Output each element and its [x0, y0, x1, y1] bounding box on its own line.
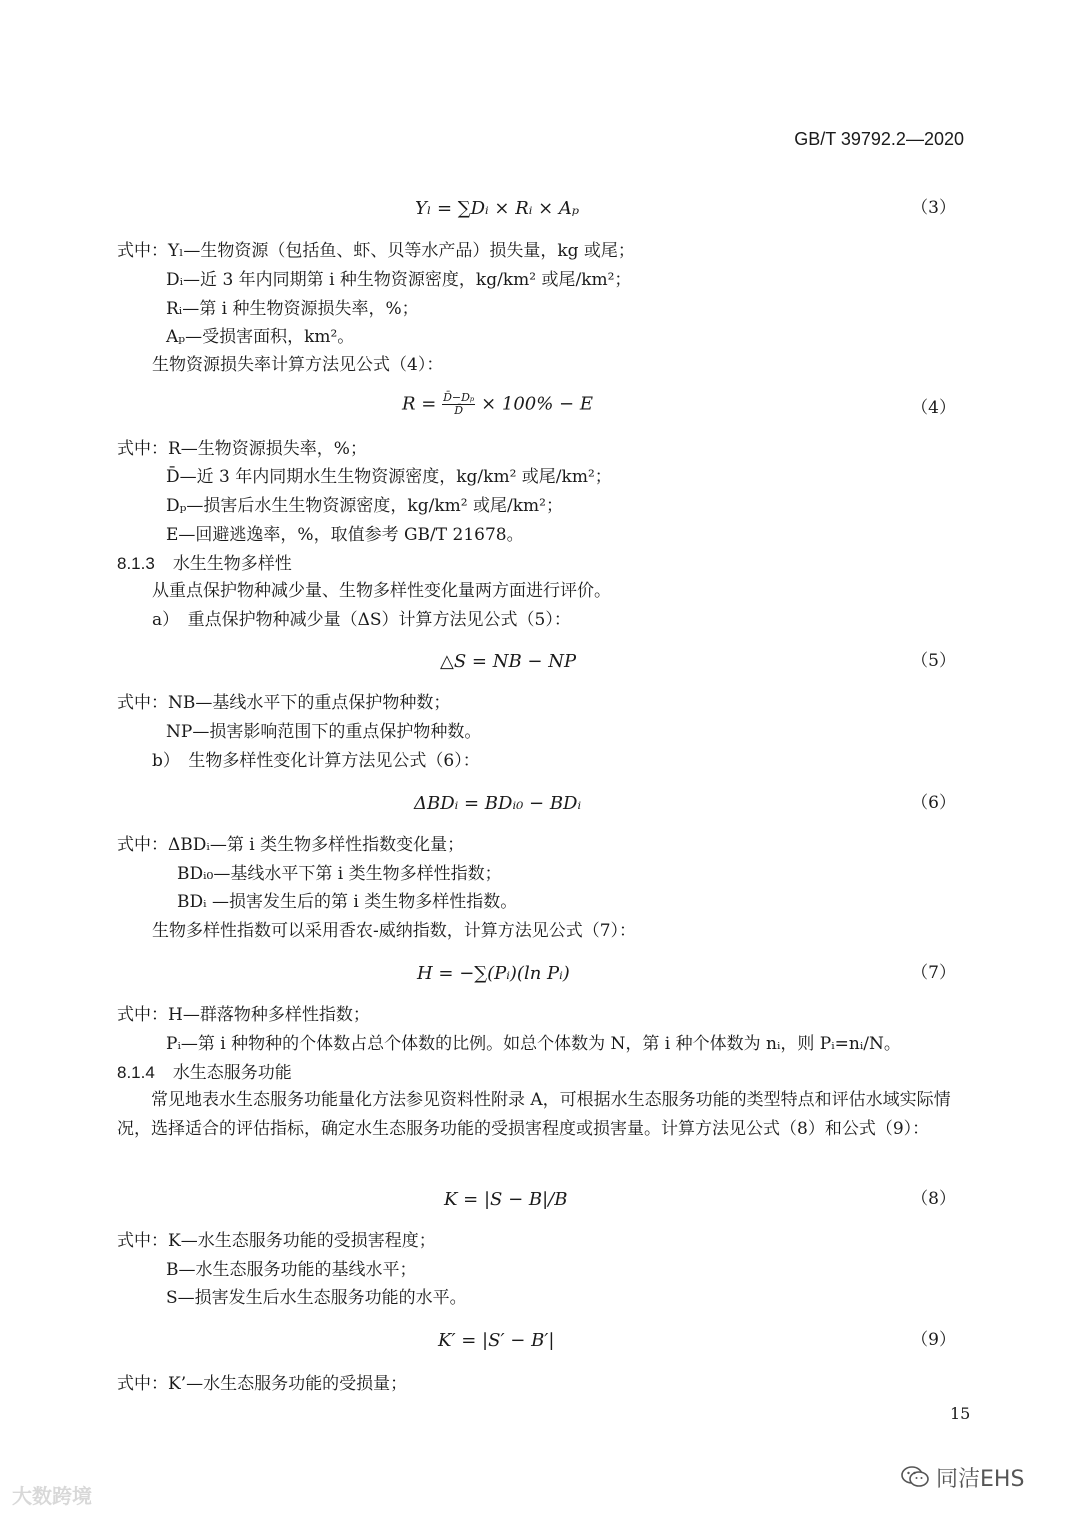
- equation-8-number: （8）: [911, 1189, 956, 1209]
- section-813-heading: [117, 555, 292, 572]
- item-a: a） 重点保护物种减少量（ΔS）计算方法见公式（5）：: [152, 610, 571, 630]
- def3-line4: Aₚ—受损害面积，km²。: [166, 327, 355, 347]
- def4-line4: E—回避逃逸率，%，取值参考 GB/T 21678。: [166, 525, 524, 545]
- def8-line2: B—水生态服务功能的基线水平；: [166, 1260, 417, 1280]
- equation-4: [402, 392, 593, 417]
- item-b: b） 生物多样性变化计算方法见公式（6）：: [152, 751, 480, 771]
- def9-line1: 式中：K’—水生态服务功能的受损量；: [117, 1374, 408, 1394]
- equation-9: K′ = |S′ − B′|: [438, 1330, 555, 1351]
- wechat-icon: [900, 1464, 930, 1495]
- intro-equation-4: 生物资源损失率计算方法见公式（4）：: [152, 355, 444, 375]
- watermark-left: [12, 1486, 92, 1506]
- equation-4-rhs: × 100% − E: [475, 393, 593, 415]
- equation-7-number: （7）: [911, 963, 956, 983]
- page-number: 15: [950, 1404, 971, 1423]
- def8-line3: S—损害发生后水生态服务功能的水平。: [166, 1288, 467, 1308]
- equation-3-number: （3）: [911, 198, 956, 218]
- equation-4-fraction: [442, 392, 475, 417]
- def7-line1: 式中：H—群落物种多样性指数；: [117, 1005, 370, 1025]
- standard-number: GB/T 39792.2—2020: [794, 129, 964, 149]
- watermark-right-text: 同洁EHS: [936, 1466, 1025, 1492]
- watermark-left-text: 大数跨境: [12, 1484, 92, 1508]
- def6-line1: 式中：ΔBDᵢ—第 i 类生物多样性指数变化量；: [117, 835, 465, 855]
- equation-6-number: （6）: [911, 793, 956, 813]
- intro-equation-7: 生物多样性指数可以采用香农-威纳指数，计算方法见公式（7）：: [152, 921, 637, 941]
- equation-3: Yₗ = ∑Dᵢ × Rᵢ × Aₚ: [415, 198, 580, 219]
- def5-line1: 式中：NB—基线水平下的重点保护物种数；: [117, 693, 451, 713]
- section-813-title: 水生生物多样性: [172, 554, 292, 573]
- equation-9-number: （9）: [911, 1330, 956, 1350]
- equation-4-numerator: D̄−Dₚ: [443, 391, 475, 404]
- def7-line2: Pᵢ—第 i 种物种的个体数占总个体数的比例。如总个体数为 N，第 i 种个体数为 nᵢ，则 Pᵢ=nᵢ/N。: [166, 1034, 901, 1054]
- def8-line1: 式中：K—水生态服务功能的受损害程度；: [117, 1231, 436, 1251]
- def3-line2: Dᵢ—近 3 年内同期第 i 种生物资源密度，kg/km² 或尾/km²；: [166, 270, 632, 290]
- def4-line3: Dₚ—损害后水生生物资源密度，kg/km² 或尾/km²；: [166, 496, 563, 516]
- def3-line3: Rᵢ—第 i 种生物资源损失率，%；: [166, 299, 419, 319]
- section-814-paragraph: 常见地表水生态服务功能量化方法参见资料性附录 A，可根据水生态服务功能的类型特点和评估水域实际情况，选择适合的评估指标，确定水生态服务功能的受损害程度或损害量。计算方法见公式（8）和公式（9）：: [117, 1090, 951, 1139]
- equation-8: K = |S − B|/B: [444, 1189, 568, 1210]
- section-814-number: 8.1.4: [117, 1063, 155, 1082]
- def4-line2: D̄—近 3 年内同期水生生物资源密度，kg/km² 或尾/km²；: [166, 467, 612, 487]
- equation-4-number: （4）: [911, 398, 956, 418]
- def5-line2: NP—损害影响范围下的重点保护物种数。: [166, 722, 482, 742]
- def6-line2: BDᵢ₀—基线水平下第 i 类生物多样性指数；: [177, 864, 502, 884]
- def4-line1: 式中：R—生物资源损失率，%；: [117, 439, 367, 459]
- def6-line3: BDᵢ —损害发生后的第 i 类生物多样性指数。: [177, 892, 518, 912]
- equation-4-lhs: R =: [402, 393, 443, 415]
- equation-5-number: （5）: [911, 651, 956, 671]
- section-814-heading: [117, 1064, 292, 1081]
- equation-6: ΔBDᵢ = BDᵢ₀ − BDᵢ: [414, 793, 582, 814]
- equation-5: △S = NB − NP: [440, 651, 577, 672]
- equation-7: H = −∑(Pᵢ)(ln Pᵢ): [417, 963, 570, 984]
- equation-4-denominator: D̄: [454, 404, 464, 418]
- section-813-number: 8.1.3: [117, 554, 155, 573]
- section-813-paragraph: 从重点保护物种减少量、生物多样性变化量两方面进行评价。: [152, 581, 611, 601]
- watermark-right: [900, 1464, 1024, 1495]
- section-814-title: 水生态服务功能: [172, 1063, 292, 1082]
- def3-line1: 式中：Yₗ—生物资源（包括鱼、虾、贝等水产品）损失量，kg 或尾；: [117, 241, 635, 261]
